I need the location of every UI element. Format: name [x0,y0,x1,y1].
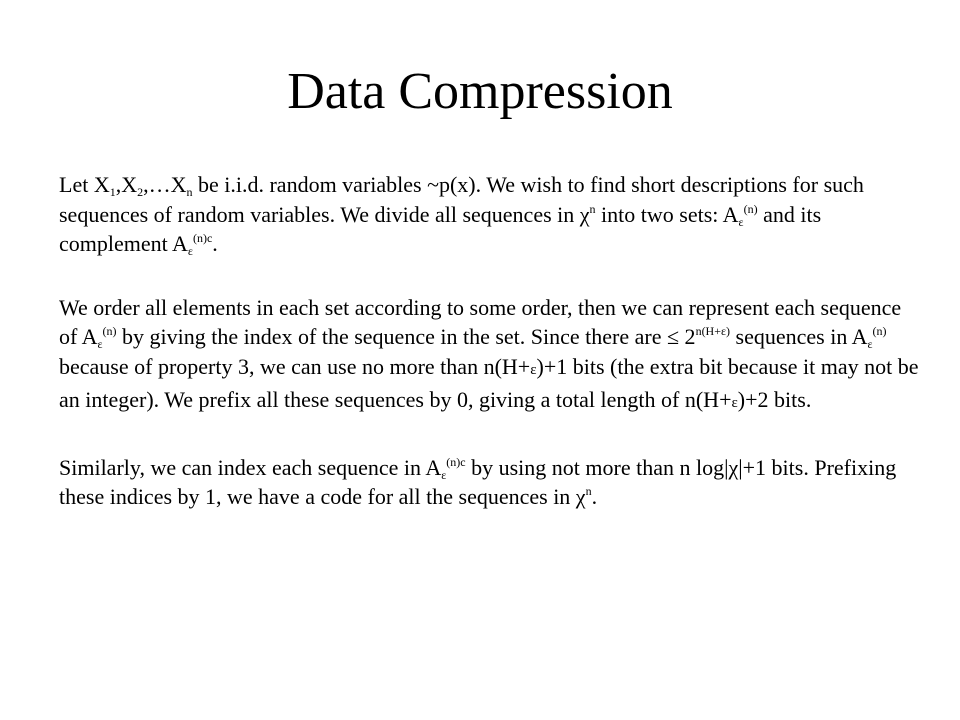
text: . [591,484,598,509]
text: Let X [59,172,110,197]
text: by giving the index of the sequence in the set. Since there are ≤ 2 [116,324,696,349]
subscript: ε [738,214,744,229]
slide-title: Data Compression [287,63,673,120]
text: by using not more than n log|χ|+1 bits. Prefixing these indices by 1, we have a code for all the sequences in χ [59,454,897,509]
superscript: (n) [102,324,117,338]
paragraph-1 [59,170,919,259]
superscript: (n) [872,324,887,338]
epsilon: ε [530,361,537,378]
superscript: n [589,201,596,216]
subscript: 2 [137,185,144,199]
text: Similarly, we can index each sequence in A [59,454,442,480]
text: sequences in A [730,324,868,349]
text: be i.i.d. random variables ~p(x). We wish to find short descriptions for such sequences of random variables. We divide all sequences in χ [59,172,864,227]
text: ,…X [143,172,187,197]
slide-body [59,170,919,546]
text: and its complement A [59,201,822,256]
text: into two sets: A [595,201,739,227]
superscript: (n)c [192,231,213,245]
subscript: ε [867,337,873,351]
paragraph-2 [59,293,919,419]
text: )+1 bits (the extra bit because it may not be an integer). We prefix all these sequences by 0, giving a total length of n(H+ [59,353,919,412]
text: ,X [115,172,138,197]
text: )+2 bits. [737,387,812,412]
epsilon: ε [731,395,738,411]
subscript: 1 [109,185,116,199]
subscript: n [186,185,193,199]
subscript: ε [187,244,193,258]
text: We order all elements in each set according to some order, then we can represent each sequence of A [59,294,902,349]
text: . [212,231,218,256]
superscript: n [585,484,592,498]
superscript: (n)c [446,454,466,469]
subscript: ε [97,337,103,351]
superscript: n(H+ε) [695,324,731,338]
paragraph-3 [59,453,919,512]
superscript: (n) [743,201,758,216]
text: because of property 3, we can use no more than n(H+ [59,353,531,379]
subscript: ε [441,467,447,482]
